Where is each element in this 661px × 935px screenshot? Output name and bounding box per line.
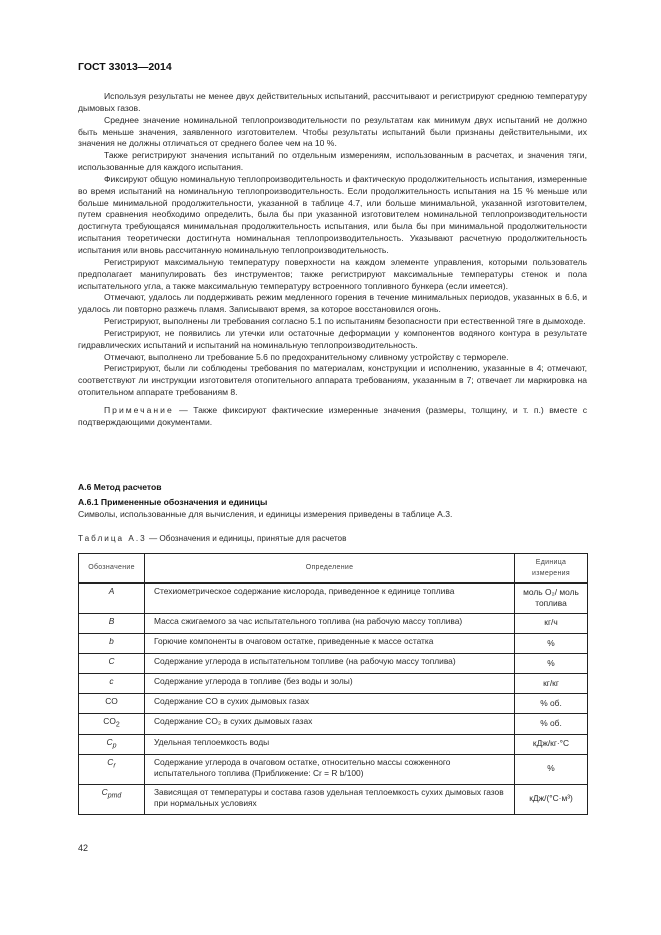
unit-cell: кг/ч <box>515 613 588 633</box>
table-row <box>79 633 588 653</box>
symbol-cell <box>79 633 145 653</box>
document-header: ГОСТ 33013—2014 <box>78 61 172 73</box>
symbol: c <box>109 676 114 687</box>
symbol-cell <box>79 674 145 694</box>
symbol-subscript: 2 <box>115 722 120 730</box>
unit-cell: кДж/кг·°С <box>515 734 588 754</box>
table-caption-text: — Обозначения и единицы, принятые для расчетов <box>146 534 347 543</box>
definition-cell: Удельная теплоемкость воды <box>145 734 515 754</box>
table-row <box>79 784 588 814</box>
table-row <box>79 613 588 633</box>
table-caption-label: Таблица А.3 <box>78 534 147 543</box>
paragraph: Регистрируют, выполнены ли требования согласно 5.1 по испытаниям безопасности при естественной тяге в дымоходе. <box>104 316 586 327</box>
definition-cell: Содержание углерода в топливе (без воды и золы) <box>145 674 515 694</box>
paragraph: Среднее значение номинальной теплопроизводительности по результатам как минимум двух испытаний не должно быть меньше значения, заявленного изготовителем. Чтобы результаты испытаний были признаны действительными, их значения не должны отличаться от среднего более чем на 10 %. <box>78 114 587 149</box>
table-row <box>79 714 588 734</box>
column-header-unit: Единица измерения <box>515 554 588 584</box>
symbol-cell <box>79 754 145 784</box>
definition-cell: Содержание углерода в испытательном топливе (на рабочую массу топлива) <box>145 653 515 673</box>
symbol-cell <box>79 583 145 613</box>
table-row <box>79 653 588 673</box>
definition-cell: Содержание CO₂ в сухих дымовых газах <box>145 714 515 734</box>
unit-cell: % об. <box>515 714 588 734</box>
body-text <box>78 91 587 429</box>
section-title: А.6 Метод расчетов <box>78 482 162 492</box>
table-row <box>79 583 588 613</box>
subsection-title: А.6.1 Примененные обозначения и единицы <box>78 497 268 507</box>
definition-cell: Стехиометрическое содержание кислорода, приведенное к единице топлива <box>145 583 515 613</box>
definition-cell: Масса сжигаемого за час испытательного топлива (на рабочую массу топлива) <box>145 613 515 633</box>
table-body <box>79 583 588 814</box>
paragraph: Используя результаты не менее двух действительных испытаний, рассчитывают и регистрируют среднюю температуру дымовых газов. <box>78 91 587 113</box>
symbol-subscript: pmd <box>107 792 122 800</box>
note-label: Примечание <box>104 404 174 415</box>
unit-cell: % <box>515 633 588 653</box>
symbols-table <box>78 553 588 815</box>
symbol: C <box>108 655 115 666</box>
definition-cell: Содержание углерода в очаговом остатке, относительно массы сожженного испытательного топлива (Приближение: Cr = R b/100) <box>145 754 515 784</box>
table-row <box>79 694 588 714</box>
symbol-cell <box>79 653 145 673</box>
symbol: C <box>101 786 108 797</box>
symbol-subscript: r <box>113 762 116 770</box>
unit-cell: % <box>515 754 588 784</box>
table-header-row <box>79 554 588 584</box>
unit-cell: моль O₂/ моль топлива <box>515 583 588 613</box>
symbol-cell <box>79 784 145 814</box>
column-header-definition: Определение <box>145 554 515 584</box>
paragraph: Отмечают, выполнено ли требование 5.6 по предохранительному сливному устройству с термореле. <box>104 351 509 362</box>
note-text: — Также фиксируют фактические измеренные значения (размеры, толщину, и т. п.) вместе с подтверждающими документами. <box>78 404 587 427</box>
table-row <box>79 754 588 784</box>
unit-cell: кДж/(°С·м³) <box>515 784 588 814</box>
symbol-cell <box>79 613 145 633</box>
table-row <box>79 674 588 694</box>
note <box>78 405 587 429</box>
symbol-cell <box>79 714 145 734</box>
symbol: b <box>109 635 114 646</box>
definition-cell: Зависящая от температуры и состава газов удельная теплоемкость сухих дымовых газов при нормальных условиях <box>145 784 515 814</box>
definition-cell: Содержание CO в сухих дымовых газах <box>145 694 515 714</box>
symbol: CO <box>103 716 116 727</box>
section-text: Символы, использованные для вычисления, и единицы измерения приведены в таблице А.3. <box>78 509 453 519</box>
symbol: B <box>108 615 115 626</box>
symbol-cell <box>79 734 145 754</box>
unit-cell: % <box>515 653 588 673</box>
symbol: C <box>107 756 114 767</box>
table-caption <box>78 533 587 545</box>
paragraph: Также регистрируют значения испытаний по отдельным измерениям, использованным в расчетах, и значения тяги, использованные для каждого испытания. <box>78 150 587 173</box>
paragraph: Отмечают, удалось ли поддерживать режим медленного горения в течение минимальных периодов, указанных в 6.6, и удалось ли повторно разжечь пламя. Записывают время, за которое восстановился огонь. <box>78 292 587 315</box>
table-row <box>79 734 588 754</box>
unit-cell: кг/кг <box>515 674 588 694</box>
paragraph: Регистрируют, были ли соблюдены требования по материалам, конструкции и исполнению, указанные в 4; отмечают, соответствуют ли инструкции изготовителя отопительного аппарата требованиям, указанным в 7; отвечает ли маркировка на отопительном аппарате требованиям 8. <box>78 363 587 398</box>
paragraph: Регистрируют максимальную температуру поверхности на каждом элементе управления, которыми пользователь предполагает манипулировать без инструментов; также регистрируют максимальные температуры стенок и пола испытательного угла, а также максимальную температуру встроенного топливного бункера (если имеется). <box>78 256 587 291</box>
paragraph: Фиксируют общую номинальную теплопроизводительность и фактическую продолжительность испытания, измеренные во время испытаний на номинальную теплопроизводительность. Если продолжительность испытания на 15 % меньше или больше минимальной продолжительности, указанной в таблице 4.7, или больше минимальной, указанной изготовителем, путем сравнения необходимо определить, была бы при указанной изготовителем номинальной теплопроизводительности достигнута требующаяся минимальная продолжительность испытания, или была бы при минимальной продолжительности испытания теоретически достигнута номинальная теплопроизводительность. Указывают расчетную продолжительность испытания или вновь рассчитанную номинальную теплопроизводительность. <box>78 173 587 255</box>
unit-cell: % об. <box>515 694 588 714</box>
symbol: A <box>108 586 115 596</box>
symbol-subscript: p <box>112 742 117 750</box>
paragraph: Регистрируют, не появились ли утечки или остаточные деформации у компонентов водяного контура в результате гидравлических испытаний и испытаний на номинальную теплопроизводительность. <box>78 327 587 350</box>
page-number: 42 <box>78 843 89 853</box>
definition-cell: Горючие компоненты в очаговом остатке, приведенные к массе остатка <box>145 633 515 653</box>
column-header-symbol: Обозначение <box>79 554 145 584</box>
symbol: CO <box>105 696 118 707</box>
symbol-cell <box>79 694 145 714</box>
symbol: C <box>106 736 113 747</box>
